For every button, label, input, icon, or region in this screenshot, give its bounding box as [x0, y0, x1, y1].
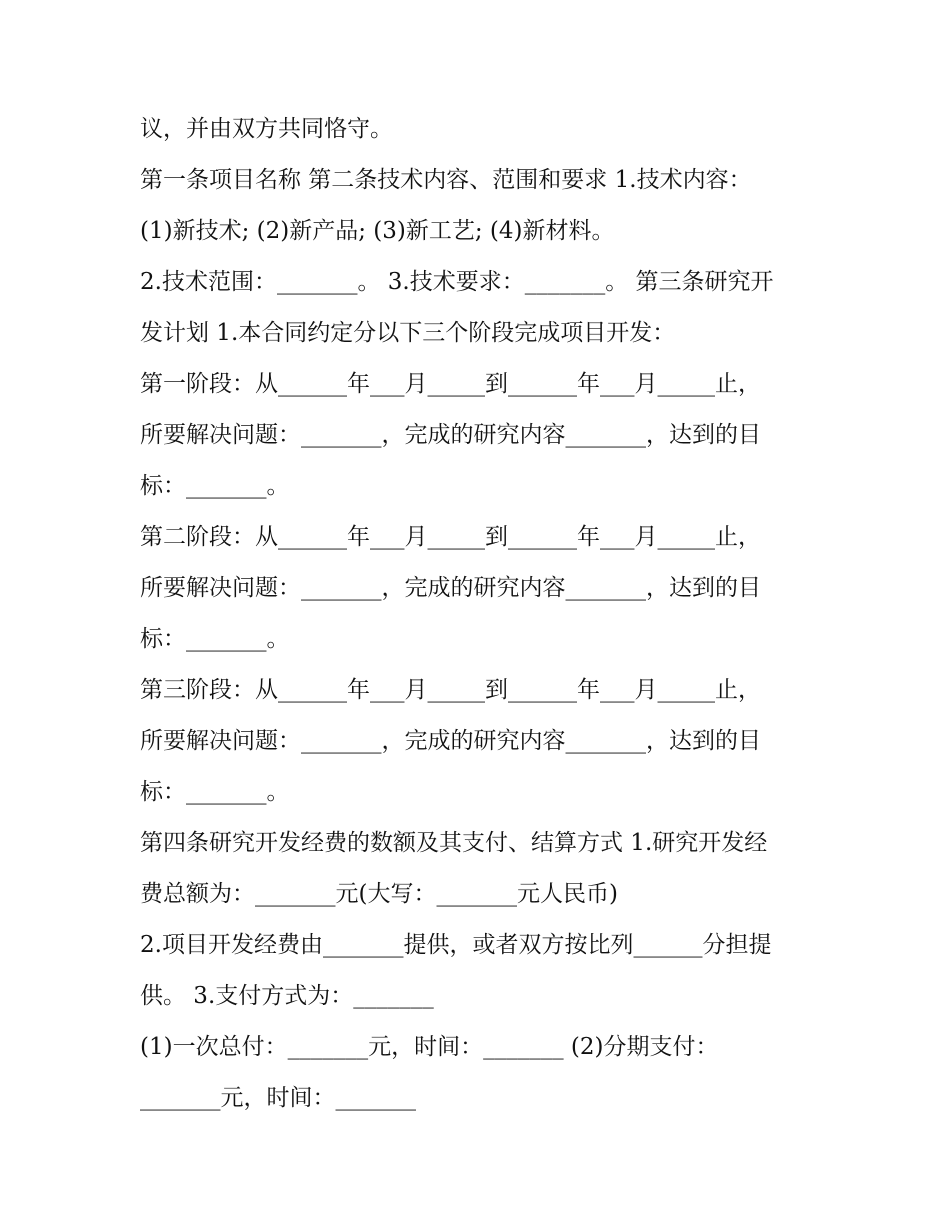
text-line: _______元，时间：_______ — [140, 1085, 416, 1111]
text-line: 所要解决问题：_______，完成的研究内容_______，达到的目 — [140, 728, 761, 754]
text-line: 标：_______。 — [140, 779, 290, 805]
text-line: 发计划 1.本合同约定分以下三个阶段完成项目开发： — [140, 320, 676, 346]
text-line: 2.技术范围：_______。 3.技术要求：_______。 第三条研究开 — [140, 269, 774, 295]
text-line: 标：_______。 — [140, 473, 290, 499]
text-line: 2.项目开发经费由_______提供，或者双方按比列______分担提 — [140, 932, 772, 958]
text-line: 标：_______。 — [140, 626, 290, 652]
text-line: (1)新技术; (2)新产品; (3)新工艺; (4)新材料。 — [140, 218, 615, 244]
text-line: 第二阶段：从______年___月_____到______年___月_____止， — [140, 524, 761, 550]
text-line: 第一阶段：从______年___月_____到______年___月_____止， — [140, 371, 761, 397]
contract-body-text — [140, 104, 820, 1124]
text-line: (1)一次总付：_______元，时间：_______ (2)分期支付： — [140, 1034, 719, 1060]
text-line: 议，并由双方共同恪守。 — [140, 116, 393, 142]
text-line: 供。 3.支付方式为：_______ — [140, 983, 434, 1009]
text-line: 所要解决问题：_______，完成的研究内容_______，达到的目 — [140, 575, 761, 601]
text-line: 第四条研究开发经费的数额及其支付、结算方式 1.研究开发经 — [140, 830, 768, 856]
text-line: 第一条项目名称 第二条技术内容、范围和要求 1.技术内容： — [140, 167, 752, 193]
text-line: 第三阶段：从______年___月_____到______年___月_____止， — [140, 677, 761, 703]
text-line: 费总额为：_______元(大写：_______元人民币) — [140, 881, 618, 907]
text-line: 所要解决问题：_______，完成的研究内容_______，达到的目 — [140, 422, 761, 448]
